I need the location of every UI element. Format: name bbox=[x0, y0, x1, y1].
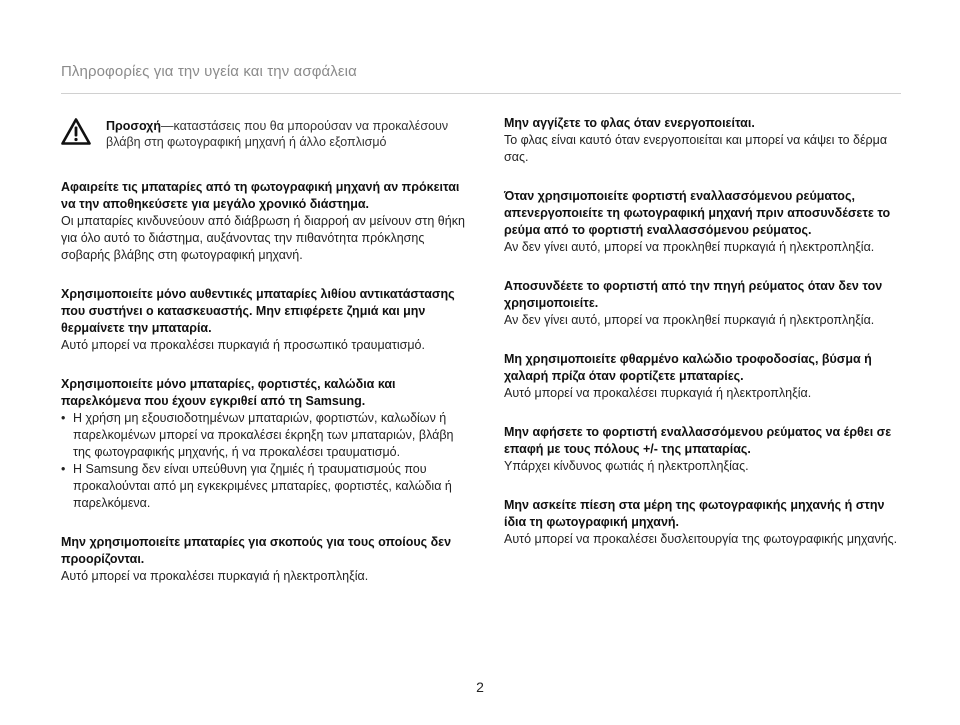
list-item: • Η Samsung δεν είναι υπεύθυνη για ζημιές ή τραυματισμούς που προκαλούνται από μη εγκεκριμένες μπαταρίες, φορτιστές, καλώδια ή παρελκόμενα. bbox=[61, 461, 471, 512]
list-item: • Η χρήση μη εξουσιοδοτημένων μπαταριών, φορτιστών, καλωδίων ή παρελκομένων μπορεί να προκαλέσει έκρηξη των μπαταριών, βλάβη της φωτογραφικής μηχανής, ή να προκαλέσει τραυματισμό. bbox=[61, 410, 471, 461]
section-damaged-cord bbox=[504, 351, 904, 402]
section-body: Υπάρχει κίνδυνος φωτιάς ή ηλεκτροπληξίας. bbox=[504, 459, 749, 473]
section-flash bbox=[504, 115, 904, 166]
section-heading: Μη χρησιμοποιείτε φθαρμένο καλώδιο τροφοδοσίας, βύσμα ή χαλαρή πρίζα όταν φορτίζετε μπαταρίες. bbox=[504, 352, 872, 383]
section-heading: Μην αγγίζετε το φλας όταν ενεργοποιείται. bbox=[504, 116, 755, 130]
left-column bbox=[61, 118, 471, 607]
right-column bbox=[504, 115, 904, 570]
bullet-list bbox=[61, 410, 471, 512]
section-heading: Όταν χρησιμοποιείτε φορτιστή εναλλασσόμενου ρεύματος, απενεργοποιείτε τη φωτογραφική μηχανή πριν αποσυνδέσετε το ρεύμα από το φορτιστή εναλλασσόμενου ρεύματος. bbox=[504, 189, 891, 237]
section-body: Το φλας είναι καυτό όταν ενεργοποιείται και μπορεί να κάψει το δέρμα σας. bbox=[504, 133, 888, 164]
section-heading: Μην χρησιμοποιείτε μπαταρίες για σκοπούς για τους οποίους δεν προορίζονται. bbox=[61, 535, 452, 566]
section-heading: Αποσυνδέετε το φορτιστή από την πηγή ρεύματος όταν δεν τον χρησιμοποιείτε. bbox=[504, 279, 883, 310]
warning-triangle-icon bbox=[61, 118, 91, 145]
section-body: Αυτό μπορεί να προκαλέσει πυρκαγιά ή προσωπικό τραυματισμό. bbox=[61, 338, 425, 352]
page-number: 2 bbox=[476, 679, 484, 695]
section-body: Αν δεν γίνει αυτό, μπορεί να προκληθεί πυρκαγιά ή ηλεκτροπληξία. bbox=[504, 313, 875, 327]
header-divider bbox=[61, 93, 901, 94]
section-heading: Χρησιμοποιείτε μόνο αυθεντικές μπαταρίες λιθίου αντικατάστασης που συστήνει ο κατασκευαστής. Μην επιφέρετε ζημιά και μην θερμαίνετε την μπαταρία. bbox=[61, 287, 455, 335]
section-heading: Χρησιμοποιείτε μόνο μπαταρίες, φορτιστές, καλώδια και παρελκόμενα που έχουν εγκριθεί από τη Samsung. bbox=[61, 377, 396, 408]
section-heading: Αφαιρείτε τις μπαταρίες από τη φωτογραφική μηχανή αν πρόκειται να την αποθηκεύσετε για μεγάλο χρονικό διάστημα. bbox=[61, 180, 460, 211]
section-heading: Μην ασκείτε πίεση στα μέρη της φωτογραφικής μηχανής ή στην ίδια τη φωτογραφική μηχανή. bbox=[504, 498, 885, 529]
section-body: Οι μπαταρίες κινδυνεύουν από διάβρωση ή διαρροή αν μείνουν στη θήκη για όλο αυτό το διάστημα, αυξάνοντας την πιθανότητα πρόκλησης σοβαρής βλάβης στη φωτογραφική μηχανή. bbox=[61, 214, 465, 262]
section-authentic-batteries bbox=[61, 286, 471, 354]
section-battery-purpose bbox=[61, 534, 471, 585]
section-body: Αν δεν γίνει αυτό, μπορεί να προκληθεί πυρκαγιά ή ηλεκτροπληξία. bbox=[504, 240, 875, 254]
section-unplug-charger bbox=[504, 278, 904, 329]
section-body: Αυτό μπορεί να προκαλέσει πυρκαγιά ή ηλεκτροπληξία. bbox=[61, 569, 369, 583]
page-header-title: Πληροφορίες για την υγεία και την ασφάλεια bbox=[61, 63, 357, 80]
caution-label: Προσοχή bbox=[106, 119, 161, 133]
section-remove-batteries bbox=[61, 179, 471, 264]
section-heading: Μην αφήσετε το φορτιστή εναλλασσόμενου ρεύματος να έρθει σε επαφή με τους πόλους +/- της μπαταρίας. bbox=[504, 425, 892, 456]
section-approved-accessories bbox=[61, 376, 471, 512]
section-battery-terminals bbox=[504, 424, 904, 475]
section-body: Αυτό μπορεί να προκαλέσει δυσλειτουργία της φωτογραφικής μηχανής. bbox=[504, 532, 898, 546]
section-camera-pressure bbox=[504, 497, 904, 548]
caution-text bbox=[106, 118, 471, 150]
caution-notice bbox=[61, 118, 471, 150]
section-ac-charger-off bbox=[504, 188, 904, 256]
caution-description: —καταστάσεις που θα μπορούσαν να προκαλέσουν βλάβη στη φωτογραφική μηχανή ή άλλο εξοπλισμό bbox=[106, 119, 449, 149]
section-body: Αυτό μπορεί να προκαλέσει πυρκαγιά ή ηλεκτροπληξία. bbox=[504, 386, 812, 400]
